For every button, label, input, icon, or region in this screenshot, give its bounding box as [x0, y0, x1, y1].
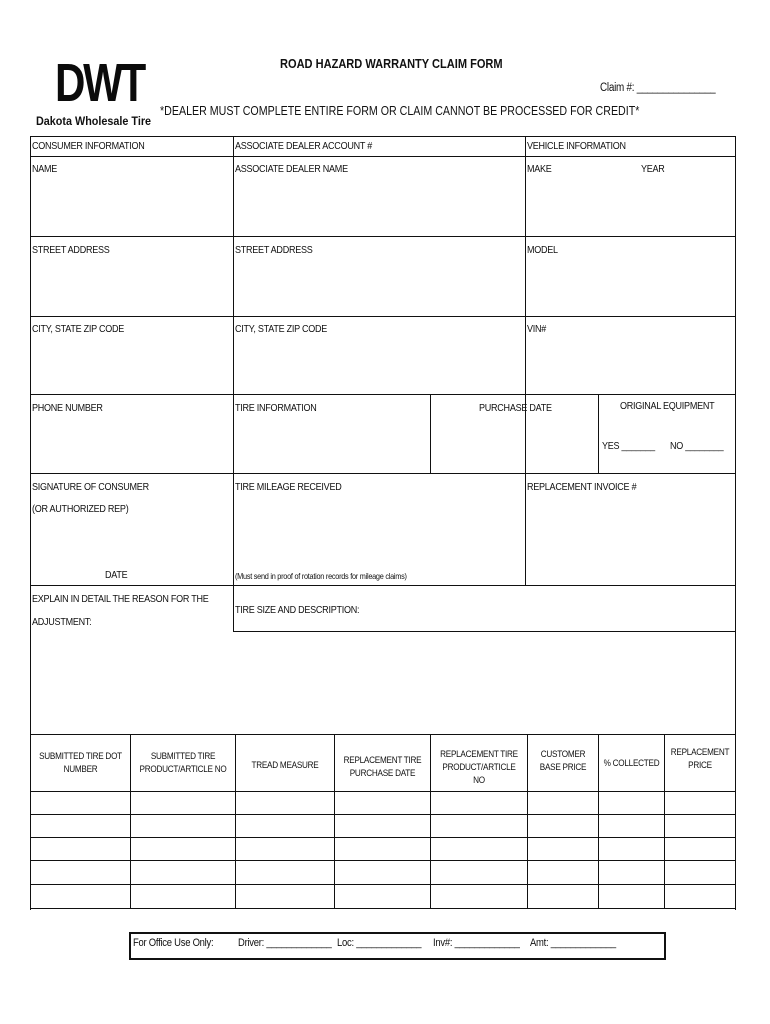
table-header: TREAD MEASURE	[251, 760, 319, 771]
grid-line	[30, 394, 735, 395]
table-header: SUBMITTED TIRE DOT NUMBER	[39, 751, 122, 775]
table-header: % COLLECTED	[603, 758, 660, 769]
consumer-section-header: CONSUMER INFORMATION	[32, 140, 145, 152]
grid-line	[30, 814, 735, 815]
consumer-date-label: DATE	[105, 569, 128, 581]
grid-line	[30, 156, 735, 157]
grid-line	[30, 908, 735, 909]
table-header: REPLACEMENT TIRE PRODUCT/ARTICLE NO	[440, 749, 518, 786]
grid-line	[233, 136, 234, 631]
grid-line	[334, 734, 335, 908]
grid-line	[30, 136, 735, 137]
grid-line	[30, 316, 735, 317]
original-equipment-label: ORIGINAL EQUIPMENT	[620, 400, 715, 412]
grid-line	[233, 631, 735, 632]
original-equipment-yes[interactable]: YES _______	[602, 440, 655, 452]
vehicle-make-label: MAKE	[527, 163, 552, 175]
consumer-signature-label: SIGNATURE OF CONSUMER	[32, 481, 149, 493]
consumer-signature-sublabel: (OR AUTHORIZED REP)	[32, 503, 129, 515]
grid-line	[30, 791, 735, 792]
table-header: REPLACEMENT TIRE PURCHASE DATE	[343, 755, 422, 779]
claim-number-field[interactable]: Claim #: _______________	[600, 82, 716, 94]
company-name: Dakota Wholesale Tire	[36, 114, 152, 128]
office-amount-field[interactable]: Amt: _____________	[530, 937, 616, 949]
vehicle-model-label: MODEL	[527, 244, 558, 256]
grid-line	[130, 734, 131, 908]
table-header: REPLACEMENT PRICE	[670, 747, 730, 771]
grid-line	[664, 734, 665, 908]
grid-line	[235, 734, 236, 908]
grid-line	[525, 136, 526, 585]
form-title: ROAD HAZARD WARRANTY CLAIM FORM	[280, 56, 503, 71]
grid-line	[30, 236, 735, 237]
consumer-city-label: CITY, STATE ZIP CODE	[32, 323, 125, 335]
replacement-invoice-label: REPLACEMENT INVOICE #	[527, 481, 637, 493]
explain-label-cont: ADJUSTMENT:	[32, 616, 92, 628]
grid-line	[430, 734, 431, 908]
purchase-date-label: PURCHASE DATE	[479, 402, 552, 414]
grid-line	[30, 884, 735, 885]
consumer-name-label: NAME	[32, 163, 58, 175]
grid-line	[598, 734, 599, 908]
mileage-note: (Must send in proof of rotation records for mileage claims)	[235, 571, 407, 581]
tire-info-label: TIRE INFORMATION	[235, 402, 317, 414]
table-header: SUBMITTED TIRE PRODUCT/ARTICLE NO	[139, 751, 227, 775]
consumer-street-label: STREET ADDRESS	[32, 244, 110, 256]
grid-line	[430, 394, 431, 473]
grid-line	[735, 136, 736, 910]
dealer-name-label: ASSOCIATE DEALER NAME	[235, 163, 348, 175]
office-use-label: For Office Use Only:	[133, 937, 214, 949]
grid-line	[30, 860, 735, 861]
dealer-street-label: STREET ADDRESS	[235, 244, 313, 256]
grid-line	[30, 837, 735, 838]
consumer-phone-label: PHONE NUMBER	[32, 402, 103, 414]
grid-line	[527, 734, 528, 908]
vehicle-year-label: YEAR	[641, 163, 665, 175]
tire-size-label: TIRE SIZE AND DESCRIPTION:	[235, 604, 360, 616]
dealer-account-label: ASSOCIATE DEALER ACCOUNT #	[235, 140, 372, 152]
tire-mileage-label: TIRE MILEAGE RECEIVED	[235, 481, 342, 493]
dealer-city-label: CITY, STATE ZIP CODE	[235, 323, 328, 335]
dealer-notice: *DEALER MUST COMPLETE ENTIRE FORM OR CLAIM CANNOT BE PROCESSED FOR CREDIT*	[160, 103, 640, 118]
grid-line	[30, 734, 735, 735]
office-driver-field[interactable]: Driver: _____________	[238, 937, 332, 949]
vehicle-section-header: VEHICLE INFORMATION	[527, 140, 626, 152]
grid-line	[30, 473, 735, 474]
vehicle-vin-label: VIN#	[527, 323, 547, 335]
office-loc-field[interactable]: Loc: _____________	[337, 937, 422, 949]
company-logo-mark: DWT	[55, 53, 144, 113]
explain-label: EXPLAIN IN DETAIL THE REASON FOR THE	[32, 593, 209, 605]
original-equipment-no[interactable]: NO ________	[670, 440, 724, 452]
grid-line	[30, 136, 31, 910]
table-header: CUSTOMER BASE PRICE	[539, 749, 587, 773]
grid-line	[598, 394, 599, 473]
grid-line	[30, 585, 735, 586]
office-invoice-field[interactable]: Inv#: _____________	[433, 937, 520, 949]
